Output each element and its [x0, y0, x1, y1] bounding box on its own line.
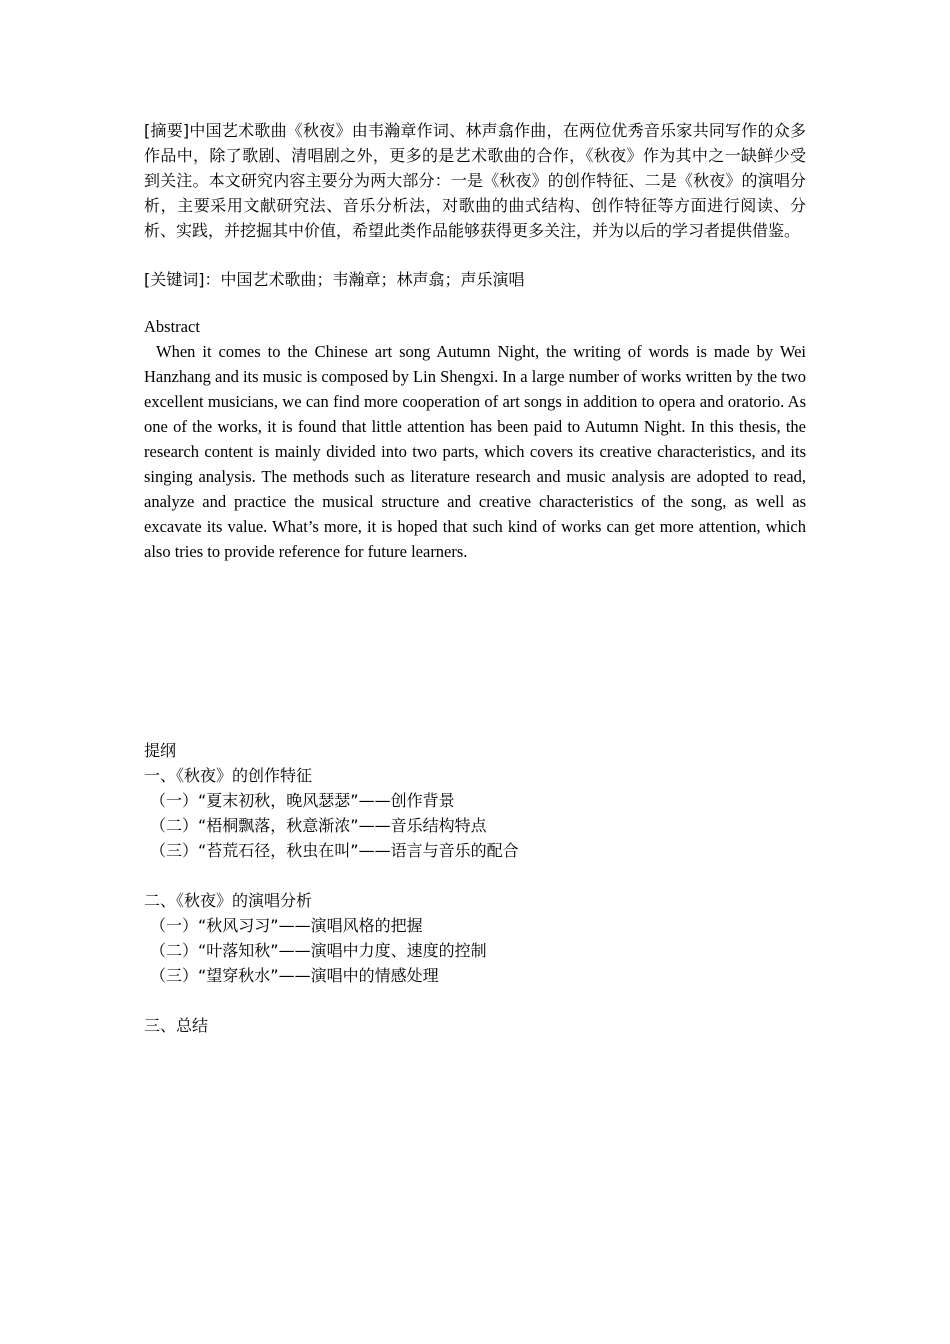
- spacer: [144, 863, 806, 888]
- outline-section-3-heading: 三、总结: [144, 1016, 209, 1035]
- outline-title: 提纲: [144, 741, 177, 760]
- outline-item: （二）“叶落知秋”——演唱中力度、速度的控制: [150, 941, 487, 960]
- english-abstract-body: When it comes to the Chinese art song Autumn Night, the writing of words is made by Wei Hanzhang and its music is composed by Lin Shengxi. In a large number of works written by the two excellent musicians, we can find more cooperation of art songs in addition to opera and oratorio. As one of the works, it is found that little attention has been paid to Autumn Night. In this thesis, the research content is mainly divided into two parts, which covers its creative characteristics, and its singing analysis. The methods such as literature research and music analysis are adopted to read, analyze and practice the musical structure and creative characteristics of the song, as well as excavate its value. What’s more, it is hoped that such kind of works can get more attention, which also tries to provide reference for future learners.: [144, 342, 806, 561]
- keywords: [关键词]：中国艺术歌曲；韦瀚章；林声翕；声乐演唱: [144, 270, 525, 289]
- outline-section-2-heading: 二、《秋夜》的演唱分析: [144, 891, 313, 910]
- outline-item: （一）“夏末初秋，晚风瑟瑟”——创作背景: [150, 791, 455, 810]
- chinese-abstract: [摘要]中国艺术歌曲《秋夜》由韦瀚章作词、林声翕作曲，在两位优秀音乐家共同写作的众多作品中，除了歌剧、清唱剧之外，更多的是艺术歌曲的合作，《秋夜》作为其中之一缺鲜少受到关注。本文研究内容主要分为两大部分：一是《秋夜》的创作特征、二是《秋夜》的演唱分析，主要采用文献研究法、音乐分析法，对歌曲的曲式结构、创作特征等方面进行阅读、分析、实践，并挖掘其中价值，希望此类作品能够获得更多关注，并为以后的学习者提供借鉴。: [144, 121, 806, 240]
- document-body: [144, 118, 806, 564]
- outline-item: （三）“望穿秋水”——演唱中的情感处理: [150, 966, 439, 985]
- english-abstract-heading: Abstract: [144, 317, 200, 336]
- outline: [144, 738, 806, 1038]
- spacer: [144, 988, 806, 1013]
- outline-item: （一）“秋风习习”——演唱风格的把握: [150, 916, 423, 935]
- outline-item: （二）“梧桐飘落，秋意渐浓”——音乐结构特点: [150, 816, 487, 835]
- outline-section-1-heading: 一、《秋夜》的创作特征: [144, 766, 313, 785]
- outline-item: （三）“苔荒石径，秋虫在叫”——语言与音乐的配合: [150, 841, 519, 860]
